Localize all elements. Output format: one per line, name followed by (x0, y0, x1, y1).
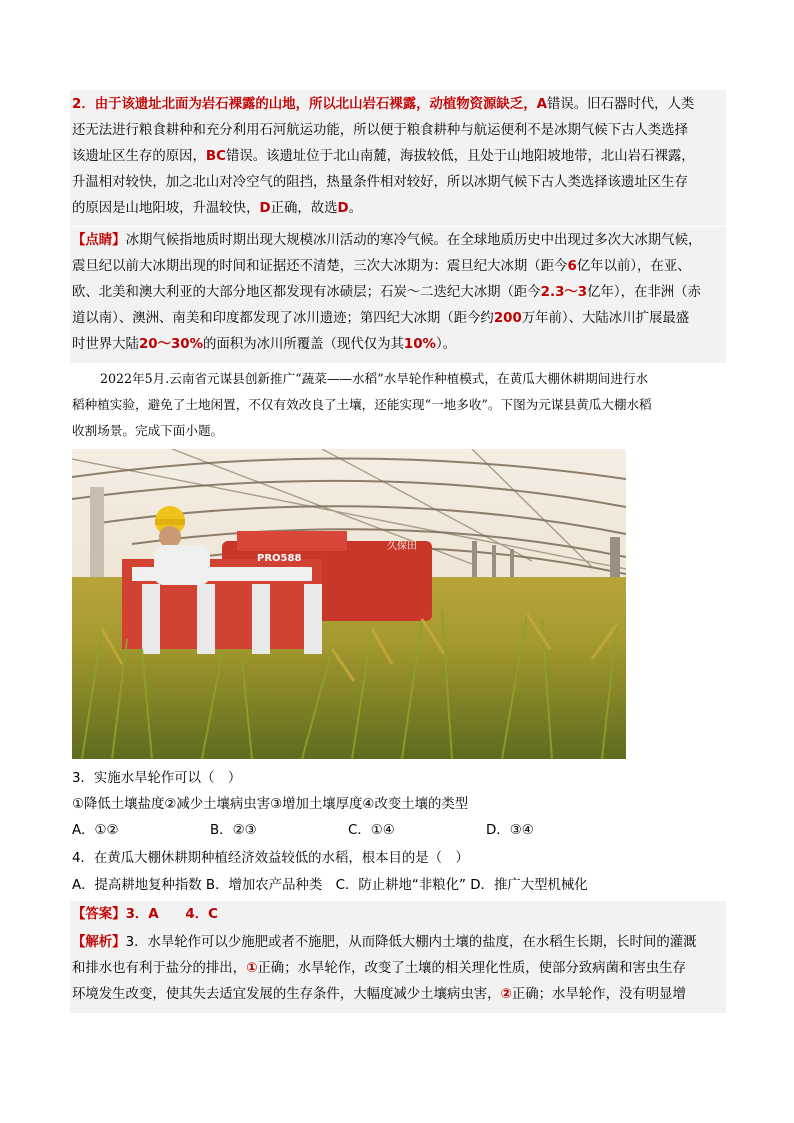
question-4-options[interactable]: A．提高耕地复种指数 B．增加农产品种类 C．防止耕地“非粮化” D．推广大型机械化 (72, 878, 588, 893)
intro-line-2: 稻种植实验，避免了土地闲置，不仅有效改良了土壤，还能实现“一地多收”。下图为元谋县黄瓜大棚水稻 (72, 397, 652, 412)
explanation-line-2: 还无法进行粮食耕种和充分利用石河航运功能，所以便于粮食耕种与航运便利不是冰期气候下古人类选择 (72, 123, 688, 138)
answer-line: 【答案】3．A 4．C (72, 907, 218, 922)
question-3-items: ①降低土壤盐度②减少土壤病虫害③增加土壤厚度④改变土壤的类型 (72, 797, 469, 812)
intro-line-1: 2022年5月.云南省元谋县创新推广“蔬菜——水稻”水旱轮作种植模式，在黄瓜大棚休耕期间进行水 (100, 371, 649, 386)
analysis-line-1: 【解析】3．水旱轮作可以少施肥或者不施肥，从而降低大棚内土壤的盐度，在水稻生长期，长时间的灌溉 (72, 935, 697, 950)
question-3-option-c[interactable]: C．①④ (348, 823, 395, 838)
explanation-line-1: 2．由于该遗址北面为岩石裸露的山地，所以北山岩石裸露，动植物资源缺乏，A错误。旧石器时代，人类 (72, 97, 695, 112)
key-point-line-3: 欧、北美和澳大利亚的大部分地区都发现有冰碛层；石炭～二迭纪大冰期（距今2.3～3亿年），在非洲（赤 (72, 285, 701, 300)
intro-line-3: 收割场景。完成下面小题。 (72, 423, 224, 438)
explanation-line-3: 该遗址区生存的原因，BC错误。该遗址位于北山南麓，海拔较低，且处于山地阳坡地带，北山岩石裸露， (72, 149, 695, 164)
question-3-option-a[interactable]: A．①② (72, 823, 119, 838)
analysis-line-3: 环境发生改变，使其失去适宜发展的生存条件，大幅度减少土壤病虫害，②正确；水旱轮作，没有明显增 (72, 987, 686, 1002)
key-point-line-5: 时世界大陆20～30%的面积为冰川所覆盖（现代仅为其10%）。 (72, 337, 457, 352)
machine-brand-label: 久保田 (387, 541, 417, 552)
analysis-line-2: 和排水也有利于盐分的排出，①正确；水旱轮作，改变了土壤的相关理化性质，使部分致病菌和害虫生存 (72, 961, 686, 976)
question-3-stem: 3．实施水旱轮作可以（ ） (72, 771, 242, 786)
rice-harvest-photo (72, 449, 626, 759)
question-3-option-b[interactable]: B．②③ (210, 823, 257, 838)
machine-model-label: PRO588 (257, 553, 302, 564)
question-3-option-d[interactable]: D．③④ (486, 823, 534, 838)
key-point-line-1: 【点睛】冰期气候指地质时期出现大规模冰川活动的寒冷气候。在全球地质历史中出现过多次大冰期气候， (72, 233, 702, 248)
explanation-line-4: 升温相对较快，加之北山对冷空气的阻挡，热量条件相对较好，所以冰期气候下古人类选择该遗址区生存 (72, 175, 688, 190)
key-point-line-2: 震旦纪以前大冰期出现的时间和证据还不清楚，三次大冰期为：震旦纪大冰期（距今6亿年以前），在亚、 (72, 259, 691, 274)
explanation-line-5: 的原因是山地阳坡，升温较快，D正确，故选D。 (72, 201, 363, 216)
key-point-line-4: 道以南）、澳洲、南美和印度都发现了冰川遗迹；第四纪大冰期（距今约200万年前）、大陆冰川扩展最盛 (72, 311, 690, 326)
question-4-stem: 4．在黄瓜大棚休耕期种植经济效益较低的水稻，根本目的是（ ） (72, 851, 469, 866)
